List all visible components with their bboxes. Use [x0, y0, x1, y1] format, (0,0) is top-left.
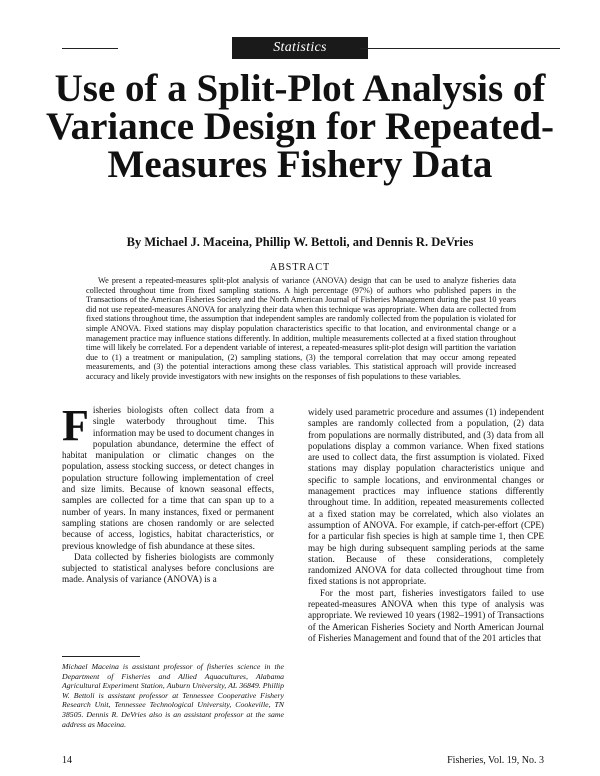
paragraph: For the most part, fisheries investigators failed to use repeated-measures ANOVA when this type of analysis was appropriate. We reviewed 10 years (1982–1991) of Transactions of the American Fisheries Society and North American Journal of Fisheries Management and found that of the 201 articles that [308, 587, 544, 643]
author-footnote: Michael Maceina is assistant professor of fisheries science in the Department of Fisheries and Allied Aquacultures, Alabama Agricultural Experiment Station, Auburn University, AL 36849. Phillip W. Bettoli is assistant professor at Tennessee Cooperative Fishery Research Unit, Tennessee Technological University, Cookeville, TN 38505. Dennis R. DeVries also is an assistant professor at the same address as Maceina. [62, 662, 284, 729]
author-byline: By Michael J. Maceina, Phillip W. Bettoli, and Dennis R. DeVries [126, 235, 474, 249]
paragraph: widely used parametric procedure and assumes (1) independent samples are randomly collected from a population, (2) data from populations are normally distributed, and (3) data from all populations display a common variance. When fixed stations are used to collect data, the first assumption is violated. Fixed stations may display population characteristics unique and specific to sample locations, and environmental changes or management practices may influence stations differently throughout time. In addition, repeated measurements collected at a fixed station may be correlated, which also violates an assumption of ANOVA. For example, if catch-per-effort (CPE) for a particular fish species is high at sample time 1, then CPE may be high during subsequent sampling periods at the same station. Because of these considerations, completely randomized ANOVA for data collected throughout time from fixed stations is not appropriate. [308, 407, 544, 587]
paragraph: isheries biologists often collect data from a single waterbody throughout time. This information may be used to document changes in population abundance, determine the effect of habitat manipulation or climatic changes on the population, assess stocking success, or detect changes in population structure following implementation of creel and size limits. Because of known seasonal effects, samples are collected for a time that can span up to a number of years. In many instances, fixed or permanent sampling stations are chosen randomly or are selected because of access, logistics, habitat characteristics, or previous knowledge of fish abundance at these sites. [62, 405, 274, 551]
journal-citation: Fisheries, Vol. 19, No. 3 [447, 755, 544, 766]
header-rule-left [62, 48, 118, 49]
body-column-left [62, 405, 274, 663]
abstract-heading: ABSTRACT [269, 262, 331, 273]
drop-cap: F [62, 405, 89, 450]
page-number: 14 [62, 755, 72, 766]
abstract-text: We present a repeated-measures split-plot analysis of variance (ANOVA) design that can be used to analyze fisheries data collected throughout time from fixed sampling stations. A high percentage (97%) of authors who published papers in the Transactions of the American Fisheries Society and the North American Journal of Fisheries Management during the past 10 years did not use repeated-measures ANOVA for analyzing their data when this technique was appropriate. When data are collected from fixed stations throughout time, the assumption that independent samples are randomly collected from the population is violated for simple ANOVA. Fixed stations may display population characteristics specific to that location, and environmental change or a management practice may influence stations differently. In addition, multiple measurements collected at a fixed station throughout time will likely be correlated. For a dependent variable of interest, a repeated-measures split-plot design will partition the variation due to (1) a treatment or manipulation, (2) sampling stations, (3) the temporal correlation that may occur among repeated measurements, and (3) the potential interactions among these class variables. This statistical approach will provide increased accuracy and likely provide investigators with new insights on the responses of fish populations to these variables. [86, 276, 516, 381]
header-rule-right [360, 48, 560, 49]
footnote-rule [62, 656, 140, 657]
section-label: Statistics [232, 37, 368, 59]
body-column-right [308, 407, 544, 755]
article-title: Use of a Split-Plot Analysis of Variance Design for Repeated-Measures Fishery Data [45, 67, 554, 186]
paragraph: Data collected by fisheries biologists are commonly subjected to statistical analyses before conclusions are made. Analysis of variance (ANOVA) is a [62, 551, 274, 585]
